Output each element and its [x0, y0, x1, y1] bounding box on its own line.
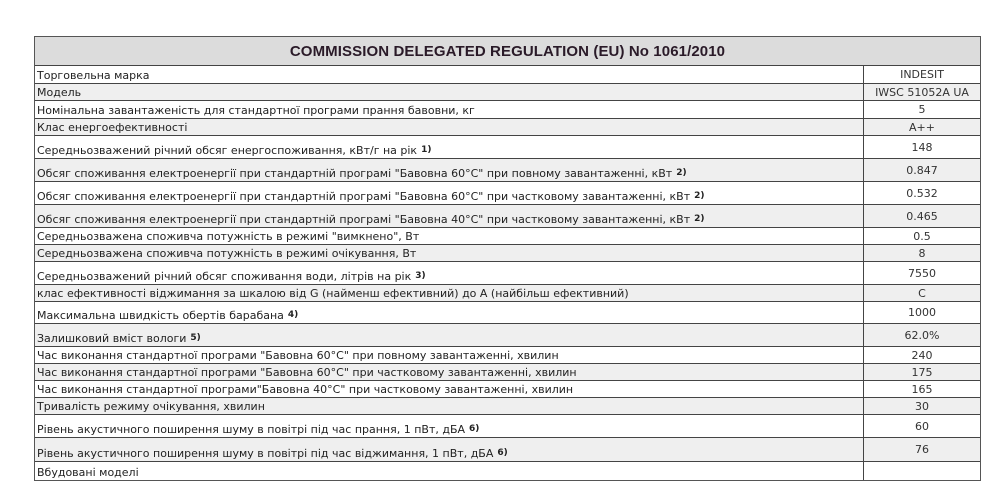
table-title: COMMISSION DELEGATED REGULATION (EU) No 1061/2010	[35, 37, 980, 66]
row-label	[35, 136, 863, 158]
footnote-ref: 2)	[694, 191, 705, 201]
row-value: 30	[863, 398, 980, 414]
table-row	[35, 347, 980, 364]
row-label-text: Середньозважена споживча потужність в режимі "вимкнено", Вт	[37, 230, 420, 243]
table-row	[35, 84, 980, 101]
row-value: 0.5	[863, 228, 980, 244]
row-label	[35, 462, 863, 480]
table-row	[35, 398, 980, 415]
table-row	[35, 364, 980, 381]
row-label	[35, 438, 863, 461]
table-row	[35, 381, 980, 398]
footnote-ref: 5)	[190, 333, 201, 343]
row-value: C	[863, 285, 980, 301]
row-value: 76	[863, 438, 980, 461]
row-value: 0.847	[863, 159, 980, 181]
row-label	[35, 398, 863, 414]
table-body	[35, 66, 980, 480]
row-label-text: Середньозважена споживча потужність в режимі очікування, Вт	[37, 247, 417, 260]
row-label	[35, 119, 863, 135]
row-label-text: Обсяг споживання електроенергії при стандартній програмі "Бавовна 60°C" при повному завантаженні, кВт	[37, 167, 673, 180]
row-label	[35, 159, 863, 181]
table-row	[35, 245, 980, 262]
row-label	[35, 285, 863, 301]
row-value: 0.465	[863, 205, 980, 227]
table-row	[35, 262, 980, 285]
table-row	[35, 159, 980, 182]
row-label	[35, 302, 863, 323]
row-value: A++	[863, 119, 980, 135]
table-row	[35, 324, 980, 347]
row-label-text: клас ефективності віджимання за шкалою від G (найменш ефективний) до A (найбільш ефективний)	[37, 287, 629, 300]
row-value: 62.0%	[863, 324, 980, 346]
row-label-text: Клас енергоефективності	[37, 121, 188, 134]
footnote-ref: 2)	[676, 168, 687, 178]
row-label-text: Номінальна завантаженість для стандартної програми прання бавовни, кг	[37, 104, 475, 117]
row-value: 8	[863, 245, 980, 261]
row-label	[35, 182, 863, 204]
footnote-ref: 3)	[415, 271, 426, 281]
footnote-ref: 4)	[287, 310, 299, 320]
row-value: IWSC 51052A UA	[863, 84, 980, 100]
table-row	[35, 462, 980, 480]
regulation-table	[34, 36, 981, 481]
row-label	[35, 364, 863, 380]
row-label	[35, 324, 863, 346]
row-label-text: Середньозважений річний обсяг споживання води, літрів на рік	[37, 270, 412, 283]
row-label	[35, 228, 863, 244]
row-value: 1000	[863, 302, 980, 323]
row-label-text: Час виконання стандартної програми"Бавовна 40°C" при частковому завантаженні, хвилин	[37, 383, 574, 396]
table-row	[35, 285, 980, 302]
row-value: 5	[863, 101, 980, 118]
row-label	[35, 262, 863, 284]
table-row	[35, 205, 980, 228]
row-value: 7550	[863, 262, 980, 284]
row-value: 240	[863, 347, 980, 363]
row-label-text: Торговельна марка	[37, 69, 150, 82]
footnote-ref: 2)	[694, 214, 705, 224]
row-label	[35, 381, 863, 397]
row-value	[863, 462, 980, 480]
row-label-text: Залишковий вміст вологи	[37, 332, 187, 345]
row-label-text: Обсяг споживання електроенергії при стандартній програмі "Бавовна 60°C" при частковому завантаженні, кВт	[37, 190, 691, 203]
row-label	[35, 101, 863, 118]
footnote-ref: 6)	[497, 448, 508, 458]
table-row	[35, 302, 980, 324]
row-value: 60	[863, 415, 980, 437]
row-label-text: Середньозважений річний обсяг енергоспоживання, кВт/г на рік	[37, 144, 418, 157]
row-label-text: Тривалість режиму очікування, хвилин	[37, 400, 265, 413]
table-row	[35, 182, 980, 205]
row-label	[35, 205, 863, 227]
row-value: 148	[863, 136, 980, 158]
footnote-ref: 6)	[469, 424, 480, 434]
row-label-text: Вбудовані моделі	[37, 466, 139, 479]
row-value: 0.532	[863, 182, 980, 204]
table-row	[35, 136, 980, 159]
row-value: 165	[863, 381, 980, 397]
row-value: 175	[863, 364, 980, 380]
footnote-ref: 1)	[421, 145, 432, 155]
table-row	[35, 438, 980, 462]
row-label-text: Рівень акустичного поширення шуму в повітрі під час прання, 1 пВт, дБА	[37, 423, 466, 436]
table-row	[35, 228, 980, 245]
row-label	[35, 347, 863, 363]
row-label	[35, 245, 863, 261]
table-row	[35, 119, 980, 136]
row-label-text: Обсяг споживання електроенергії при стандартній програмі "Бавовна 40°C" при частковому завантаженні, кВт	[37, 213, 691, 226]
row-label-text: Максимальна швидкість обертів барабана	[37, 309, 284, 322]
row-label	[35, 415, 863, 437]
row-value: INDESIT	[863, 66, 980, 83]
row-label-text: Час виконання стандартної програми "Бавовна 60°C" при частковому завантаженні, хвилин	[37, 366, 577, 379]
row-label-text: Час виконання стандартної програми "Бавовна 60°C" при повному завантаженні, хвилин	[37, 349, 559, 362]
row-label	[35, 84, 863, 100]
row-label-text: Рівень акустичного поширення шуму в повітрі під час віджимання, 1 пВт, дБА	[37, 447, 494, 460]
row-label-text: Модель	[37, 86, 82, 99]
table-row	[35, 101, 980, 119]
table-row	[35, 66, 980, 84]
row-label	[35, 66, 863, 83]
table-row	[35, 415, 980, 438]
